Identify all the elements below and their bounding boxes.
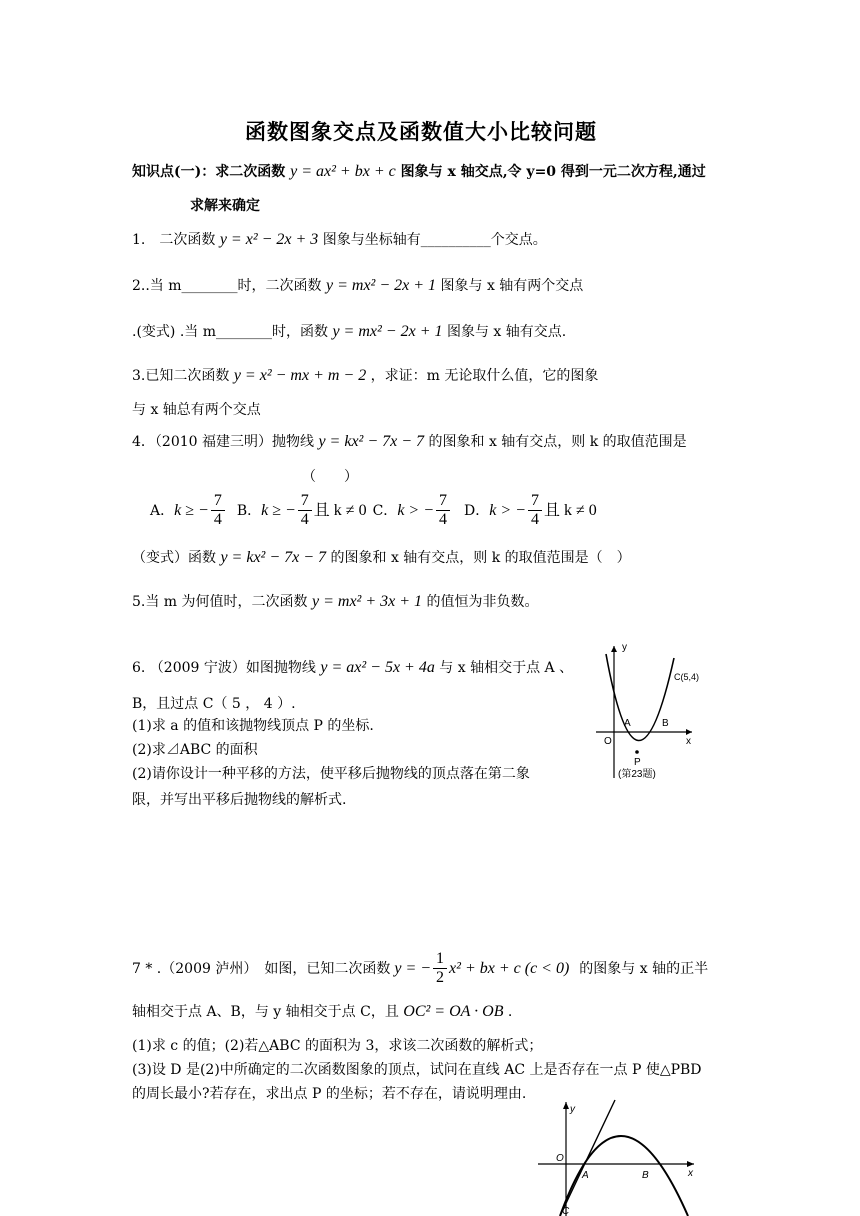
- q6-label-b: B: [662, 718, 669, 729]
- q7-x-arrow: [687, 1161, 694, 1167]
- option-frac-den: 4: [439, 511, 448, 528]
- q5-tail: 的值恒为非负数。: [426, 594, 539, 610]
- q6-sub1: (1)求 a 的值和该抛物线顶点 P 的坐标.: [132, 718, 374, 734]
- q2-prefix: 2..当 m________时，二次函数: [132, 278, 322, 294]
- q6-prefix: 6. （2009 宁波）如图抛物线: [132, 660, 316, 676]
- q6-label-x: x: [686, 736, 691, 747]
- page-title: 函数图象交点及函数值大小比较问题: [245, 119, 597, 144]
- q7-sub3: 的周长最小?若存在，求出点 P 的坐标；若不存在，请说明理由.: [132, 1086, 527, 1102]
- option-relation: k ≥ −: [261, 501, 296, 519]
- q2v-tail: 图象与 x 轴有交点.: [446, 324, 567, 340]
- option-frac-num: 7: [436, 492, 450, 511]
- q7-figure: [530, 1098, 700, 1216]
- option-frac-den: 4: [213, 511, 222, 528]
- q7-formula-pre: y = −: [394, 959, 432, 977]
- option-relation: k > −: [397, 501, 435, 519]
- q4-option-b: [237, 492, 367, 529]
- knowledge-point: [132, 162, 706, 182]
- knowledge-tail: 图象与 x 轴交点,令 y=0 得到一元二次方程,通过: [400, 164, 706, 180]
- q6-label-a: A: [624, 718, 631, 729]
- q4v-formula: y = kx² − 7x − 7: [220, 549, 327, 566]
- q4-prefix: 4．（2010 福建三明）抛物线: [132, 434, 314, 450]
- q7-prefix: 7 * .（2009 泸州） 如图，已知二次函数: [132, 960, 391, 977]
- question-5: [132, 592, 539, 612]
- q5-formula: y = mx² + 3x + 1: [312, 593, 423, 610]
- q1-formula: y = x² − 2x + 3: [219, 231, 319, 248]
- q7-tail: 的图象与 x 轴的正半: [579, 960, 709, 977]
- q3-prefix: 3.已知二次函数: [132, 368, 230, 384]
- q4v-prefix: （变式）函数: [132, 550, 216, 566]
- option-frac-num: 7: [298, 492, 312, 511]
- q3-formula: y = x² − mx + m − 2: [233, 367, 367, 384]
- option-label: D．: [464, 502, 490, 519]
- q4-tail: 的图象和 x 轴有交点，则 k 的取值范围是: [428, 434, 687, 450]
- option-extra: 且 k ≠ 0: [313, 501, 367, 519]
- option-frac-den: 4: [300, 511, 309, 528]
- q7-line2-formula: OC² = OA · OB: [403, 1003, 504, 1020]
- option-extra: 且 k ≠ 0: [543, 501, 597, 519]
- q4-option-c: [373, 492, 452, 529]
- q6-sub2: (2)求⊿ABC 的面积: [132, 742, 258, 758]
- q7-line2-post: .: [507, 1004, 513, 1020]
- q7-formula-post: x² + bx + c (c < 0): [449, 959, 570, 977]
- option-label: C．: [372, 502, 398, 519]
- q7-frac-num: 1: [433, 950, 447, 969]
- option-label: B．: [236, 502, 262, 519]
- option-frac-num: 7: [528, 492, 542, 511]
- q7-line2-pre: 轴相交于点 A、B，与 y 轴相交于点 C，且: [132, 1004, 399, 1020]
- option-frac-den: 4: [530, 511, 539, 528]
- question-7: [132, 950, 708, 987]
- q7-label-x: x: [688, 1168, 693, 1179]
- q4-formula: y = kx² − 7x − 7: [318, 433, 425, 450]
- question-6: [132, 658, 573, 678]
- question-1: [132, 230, 547, 250]
- q4-answer-paren: （ ）: [302, 469, 358, 485]
- q6-label-c: C(5,4): [674, 672, 700, 682]
- q6-label-o: O: [604, 736, 612, 747]
- question-2-variant: [132, 322, 566, 342]
- q6-label-p: P: [634, 757, 641, 768]
- q6-formula: y = ax² − 5x + 4a: [320, 659, 435, 676]
- q2-tail: 图象与 x 轴有两个交点: [440, 278, 584, 294]
- q7-frac-den: 2: [436, 969, 445, 986]
- q6-y-arrow: [611, 646, 617, 652]
- q7-label-o: O: [556, 1153, 564, 1164]
- q6-tail: 与 x 轴相交于点 A 、: [439, 660, 574, 676]
- q6-figure: [592, 640, 702, 785]
- q7-label-a: A: [582, 1170, 589, 1181]
- q6-x-arrow: [686, 729, 692, 735]
- q4-options: [150, 492, 597, 529]
- knowledge-label: 知识点(一)：求二次函数: [132, 164, 286, 180]
- q3-tail: ，求证：m 无论取什么值，它的图象: [370, 368, 599, 384]
- question-2: [132, 276, 583, 296]
- q6-caption: (第23题): [618, 769, 656, 780]
- q2-formula: y = mx² − 2x + 1: [326, 277, 437, 294]
- q1-prefix: 1. 二次函数: [132, 232, 216, 248]
- q4-option-d: [464, 492, 597, 529]
- q7-y-arrow: [563, 1102, 569, 1109]
- q6-label-y: y: [622, 642, 627, 653]
- q4v-tail: 的图象和 x 轴有交点，则 k 的取值范围是（ ）: [330, 550, 631, 566]
- q6-sub4: 限，并写出平移后抛物线的解析式.: [132, 792, 347, 808]
- q1-tail: 图象与坐标轴有__________个交点。: [322, 232, 547, 248]
- knowledge-formula: y = ax² + bx + c: [290, 163, 396, 180]
- q7-label-y: y: [570, 1104, 575, 1115]
- knowledge-line2: 求解来确定: [190, 198, 260, 214]
- q3-line2: 与 x 轴总有两个交点: [132, 402, 261, 418]
- option-label: A．: [150, 502, 175, 519]
- q6-point-p: [635, 750, 639, 754]
- q5-prefix: 5.当 m 为何值时，二次函数: [132, 594, 308, 610]
- q7-sub2: (3)设 D 是(2)中所确定的二次函数图象的顶点，试问在直线 AC 上是否存在一点 P 使△PBD: [132, 1062, 702, 1078]
- q7-sub1: (1)求 c 的值；(2)若△ABC 的面积为 3，求该二次函数的解析式；: [132, 1038, 543, 1054]
- q6-line2: B，且过点 C（ 5 ， 4 ）.: [132, 696, 296, 712]
- q2v-prefix: .(变式) .当 m________时，函数: [132, 324, 328, 340]
- q2v-formula: y = mx² − 2x + 1: [332, 323, 443, 340]
- q7-label-b: B: [642, 1170, 649, 1181]
- question-4-variant: [132, 548, 631, 568]
- option-relation: k > −: [489, 501, 526, 519]
- option-frac-num: 7: [211, 492, 225, 511]
- q4-option-a: [150, 492, 227, 529]
- question-4: [132, 432, 687, 452]
- q7-label-c: C: [562, 1206, 570, 1216]
- q7-line2: [132, 1002, 512, 1022]
- option-relation: k ≥ −: [174, 501, 209, 519]
- q6-sub3: (2)请你设计一种平移的方法，使平移后抛物线的顶点落在第二象: [132, 766, 530, 782]
- question-3: [132, 366, 598, 386]
